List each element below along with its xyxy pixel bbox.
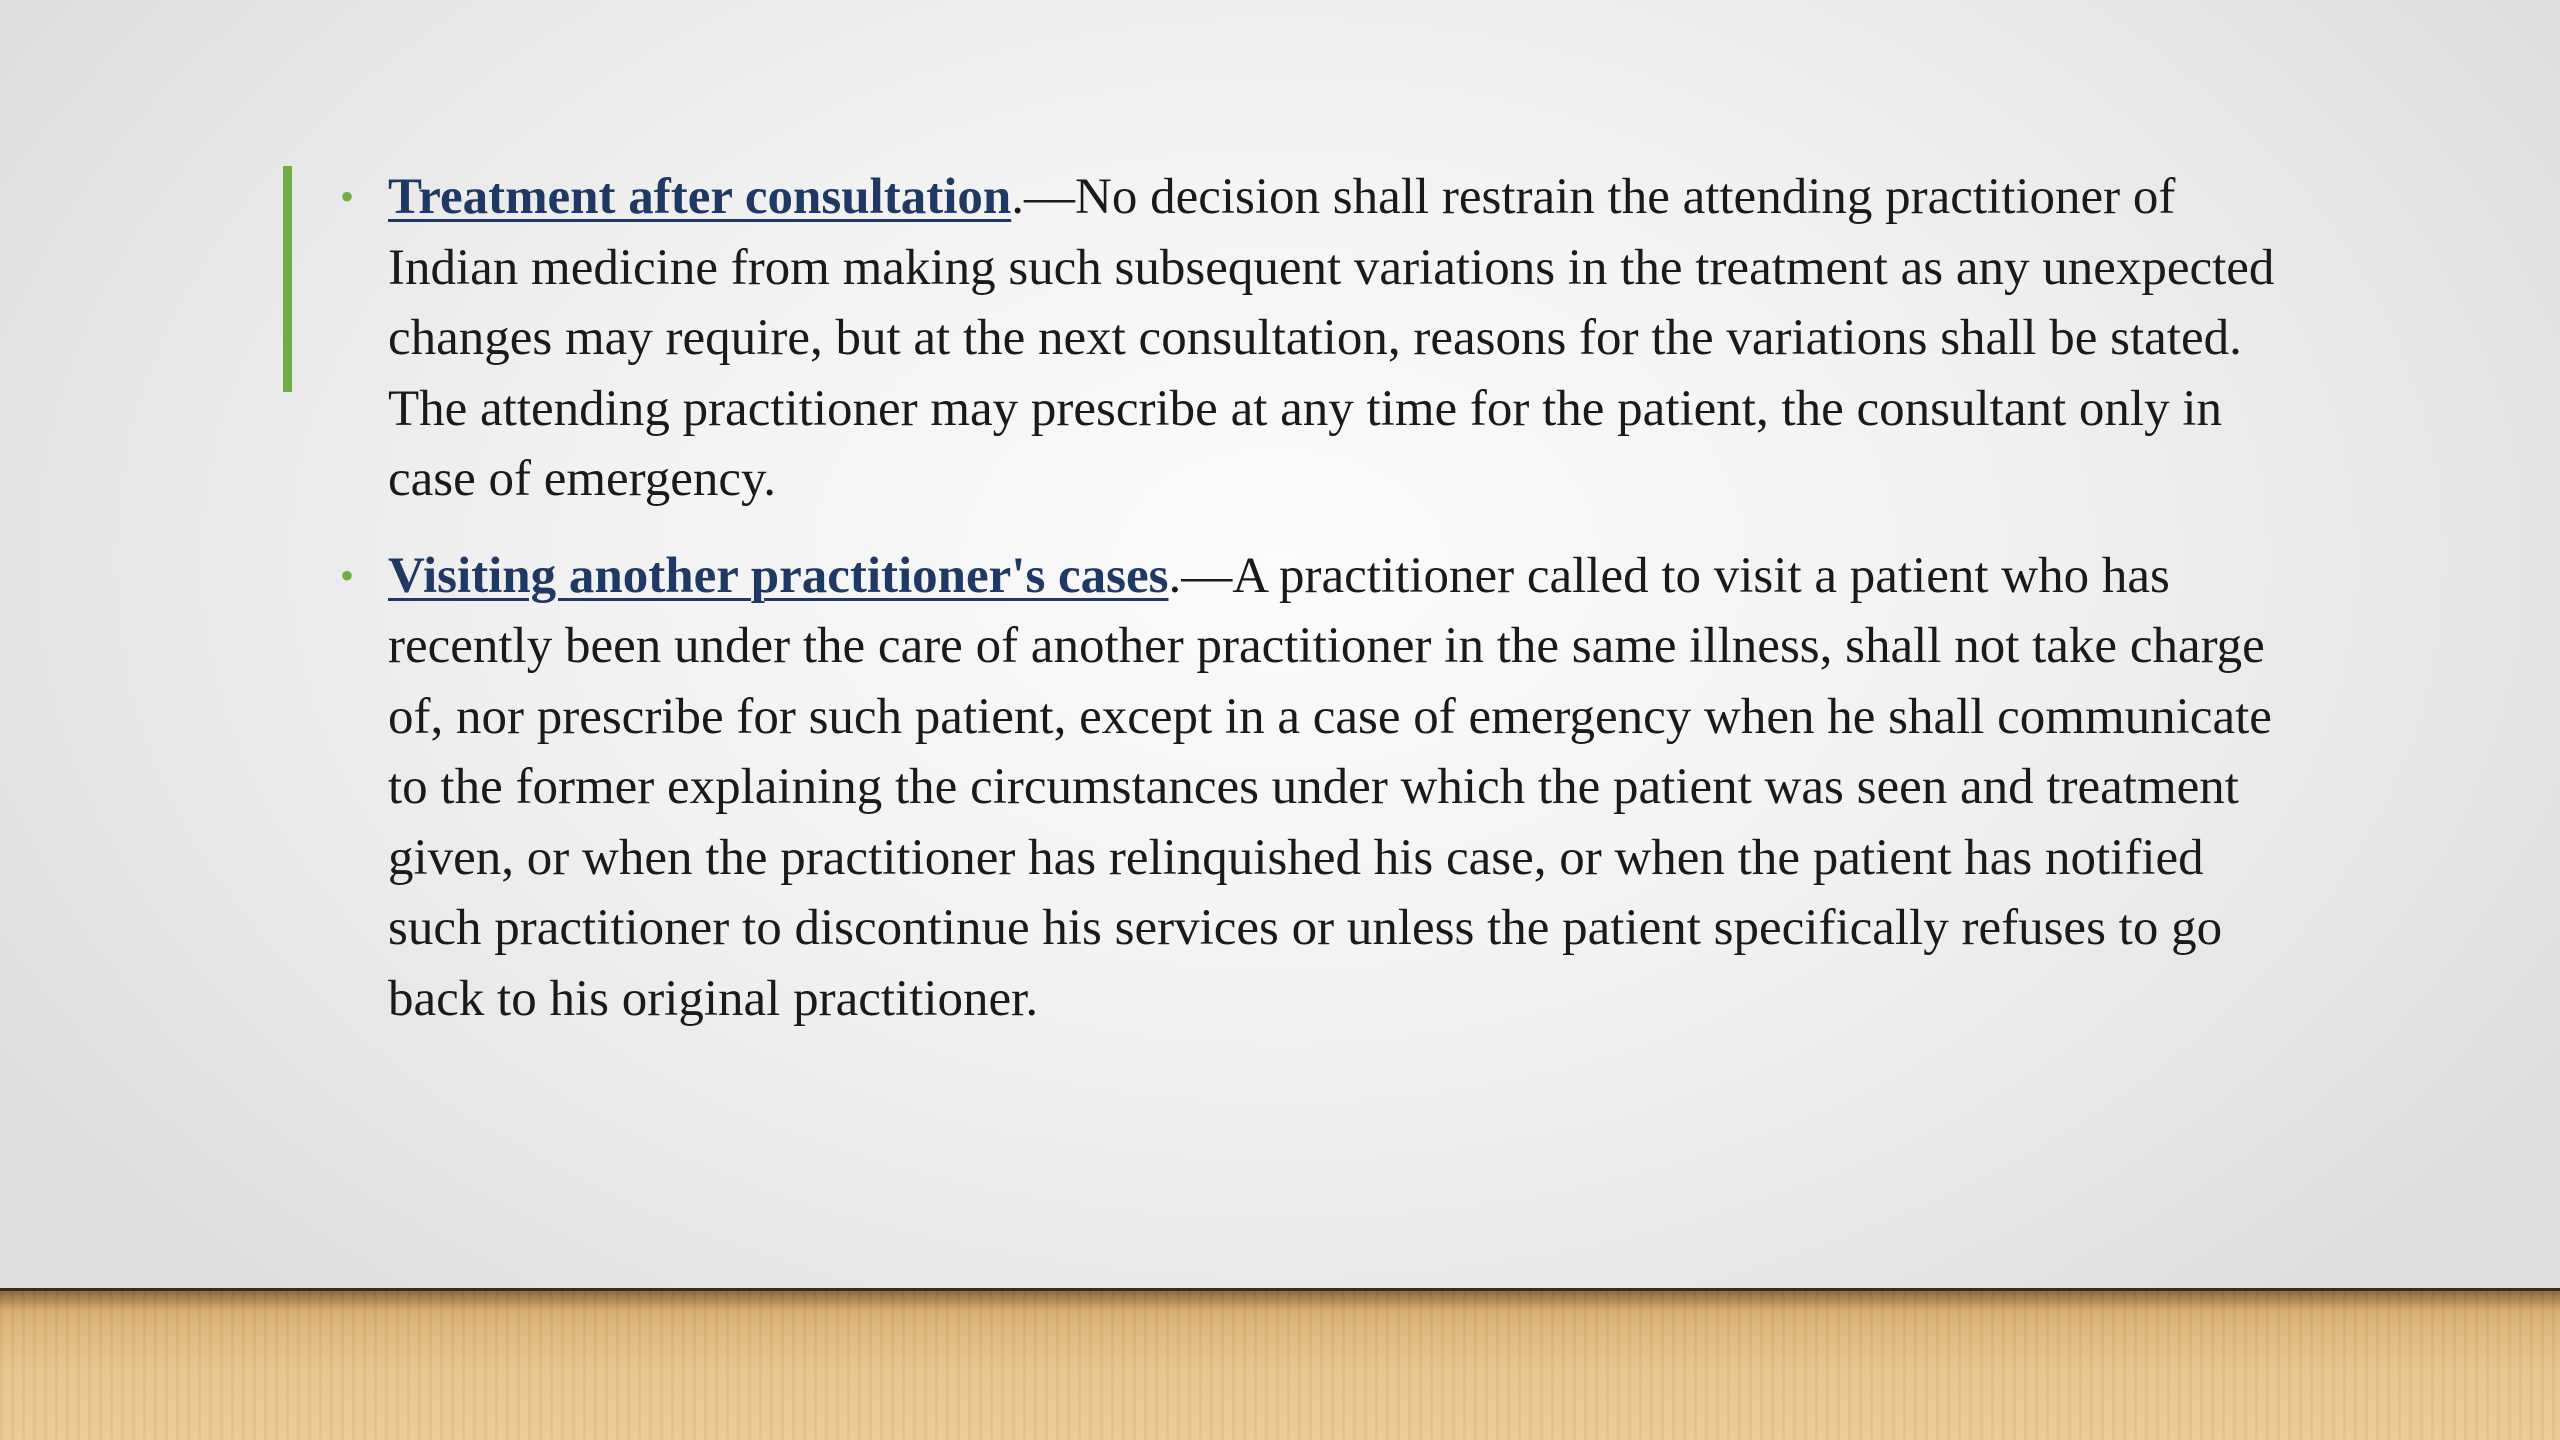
term-link-visiting-another-practitioners-cases[interactable]: Visiting another practitioner's cases — [388, 547, 1169, 604]
bullet-body-text: A practitioner called to visit a patient who has recently been under the care of another practitioner in the same illness, shall not take charge of, nor prescribe for such patient, except in a case of emergency when he shall communicate to the former explaining the circumstances under which the patient was seen and treatment given, or when the practitioner has relinquished his case, or when the patient has notified such practitioner to discontinue his services or unless the patient specifically refuses to go back to his original practitioner. — [388, 547, 2272, 1027]
bullet-body-text: No decision shall restrain the attending practitioner of Indian medicine from making such subsequent variations in the treatment as any unexpected changes may require, but at the next consultation, reasons for the variations shall be stated. The attending practitioner may prescribe at any time for the patient, the consultant only in case of emergency. — [388, 169, 2275, 507]
floor-shadow — [0, 1288, 2560, 1310]
wooden-floor-background — [0, 1288, 2560, 1440]
bullet-item-treatment-after-consultation — [340, 162, 2280, 515]
bullet-item-visiting-another-practitioners-cases — [340, 541, 2280, 1035]
term-link-treatment-after-consultation[interactable]: Treatment after consultation — [388, 169, 1012, 225]
term-separator: .— — [1011, 169, 1075, 225]
bullet-list — [340, 162, 2280, 1060]
accent-bar — [283, 166, 292, 392]
bullet-dot-icon: • — [340, 552, 355, 598]
bullet-dot-icon: • — [340, 174, 355, 219]
term-separator: .— — [1168, 547, 1233, 604]
